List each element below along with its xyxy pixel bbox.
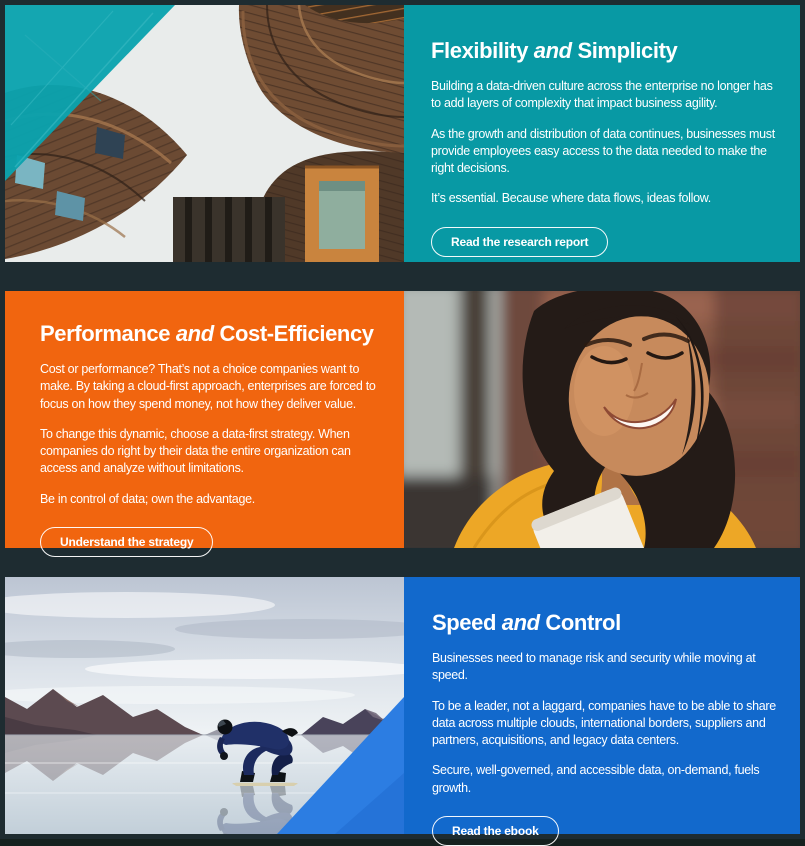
section-performance-cost-efficiency bbox=[5, 291, 800, 548]
building-photo-illustration bbox=[5, 5, 404, 262]
read-ebook-button[interactable]: Read the ebook bbox=[432, 816, 559, 846]
building-photo bbox=[5, 5, 404, 262]
atrium-glass bbox=[173, 197, 285, 262]
section-heading bbox=[40, 321, 386, 347]
heading-tail: Control bbox=[545, 610, 621, 635]
woman-photo-illustration bbox=[404, 291, 800, 548]
section-paragraph: Businesses need to manage risk and security while moving at speed. bbox=[432, 651, 756, 683]
heading-tail: Cost-Efficiency bbox=[219, 321, 374, 346]
heading-italic: and bbox=[501, 610, 540, 635]
section-speed-control bbox=[5, 577, 800, 838]
section-flexibility-simplicity bbox=[5, 5, 800, 262]
heading-lead: Performance bbox=[40, 321, 171, 346]
section-paragraph: Building a data-driven culture across the enterprise no longer has to add layers of complexity that impact business agility. bbox=[431, 79, 773, 111]
read-research-report-button[interactable]: Read the research report bbox=[431, 227, 608, 257]
section-heading bbox=[432, 610, 780, 636]
heading-lead: Speed bbox=[432, 610, 497, 635]
understand-strategy-button[interactable]: Understand the strategy bbox=[40, 527, 213, 557]
panel-performance-cost-efficiency bbox=[5, 291, 404, 548]
section-paragraph: To change this dynamic, choose a data-first strategy. When companies do right by their data the entire organization can access and analyze without limitations. bbox=[40, 426, 351, 476]
woman-phone-photo bbox=[404, 291, 800, 548]
panel-flexibility-simplicity bbox=[404, 5, 800, 262]
section-paragraph: Cost or performance? That’s not a choice companies want to make. By taking a cloud-first approach, enterprises are forced to focus on how they spend money, not how they deliver value. bbox=[40, 362, 376, 411]
skater-photo-illustration bbox=[5, 577, 404, 834]
section-paragraph: To be a leader, not a laggard, companies have to be able to share data across multiple clouds, international borders, suppliers and partners, acquisitions, and legacy data centers. bbox=[432, 698, 776, 747]
section-paragraph: Be in control of data; own the advantage. bbox=[40, 491, 255, 506]
heading-lead: Flexibility bbox=[431, 38, 529, 63]
panel-speed-control bbox=[404, 577, 800, 838]
section-paragraph: It’s essential. Because where data flows, ideas follow. bbox=[431, 191, 711, 206]
section-heading bbox=[431, 38, 780, 64]
section-paragraph: As the growth and distribution of data continues, businesses must provide employees easy access to the data needed to make the right decisions. bbox=[431, 126, 775, 175]
speed-skater-photo bbox=[5, 577, 404, 834]
heading-italic: and bbox=[175, 321, 214, 346]
heading-italic: and bbox=[533, 38, 572, 63]
orange-window bbox=[305, 167, 379, 262]
heading-tail: Simplicity bbox=[577, 38, 678, 63]
section-paragraph: Secure, well-governed, and accessible data, on-demand, fuels growth. bbox=[432, 763, 760, 795]
